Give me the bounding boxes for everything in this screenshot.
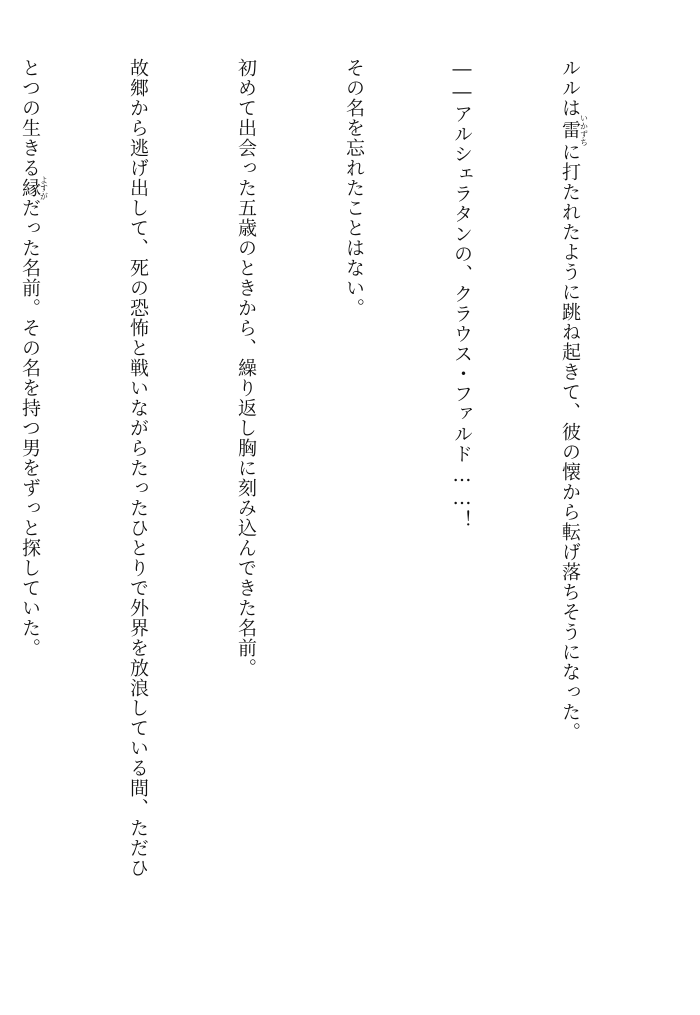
text-line-1 (552, 58, 588, 988)
line-6-part-a: とつの生きる (19, 58, 41, 178)
ruby-kaminari (559, 114, 589, 146)
ruby-yosuga-reading: よすが (39, 176, 49, 200)
line-6-part-b: だった名前。その名を持つ男をずっと探していた。 (19, 198, 41, 658)
ruby-kaminari-base: 雷 (559, 114, 581, 146)
ruby-kaminari-reading: いかずち (579, 114, 589, 146)
ruby-yosuga (19, 176, 49, 200)
vertical-text-block (0, 58, 660, 988)
text-line-4: 初めて出会った五歳のときから、繰り返し胸に刻み込んできた名前。 (235, 58, 257, 678)
line-1-part-a: ルルは (559, 58, 581, 118)
text-line-3: その名を忘れたことはない。 (343, 58, 365, 318)
line-1-part-b: に打たれたように跳ね起きて、彼の懐から転げ落ちそうになった。 (559, 142, 581, 742)
text-line-5: 故郷から逃げ出して、死の恐怖と戦いながらたったひとりで外界を放浪している間、ただひ (127, 58, 149, 878)
text-line-6 (12, 58, 48, 988)
text-line-2: ――アルシェラタンの、クラウス・ファルド……！ (451, 58, 473, 530)
ruby-yosuga-base: 縁 (19, 176, 41, 200)
